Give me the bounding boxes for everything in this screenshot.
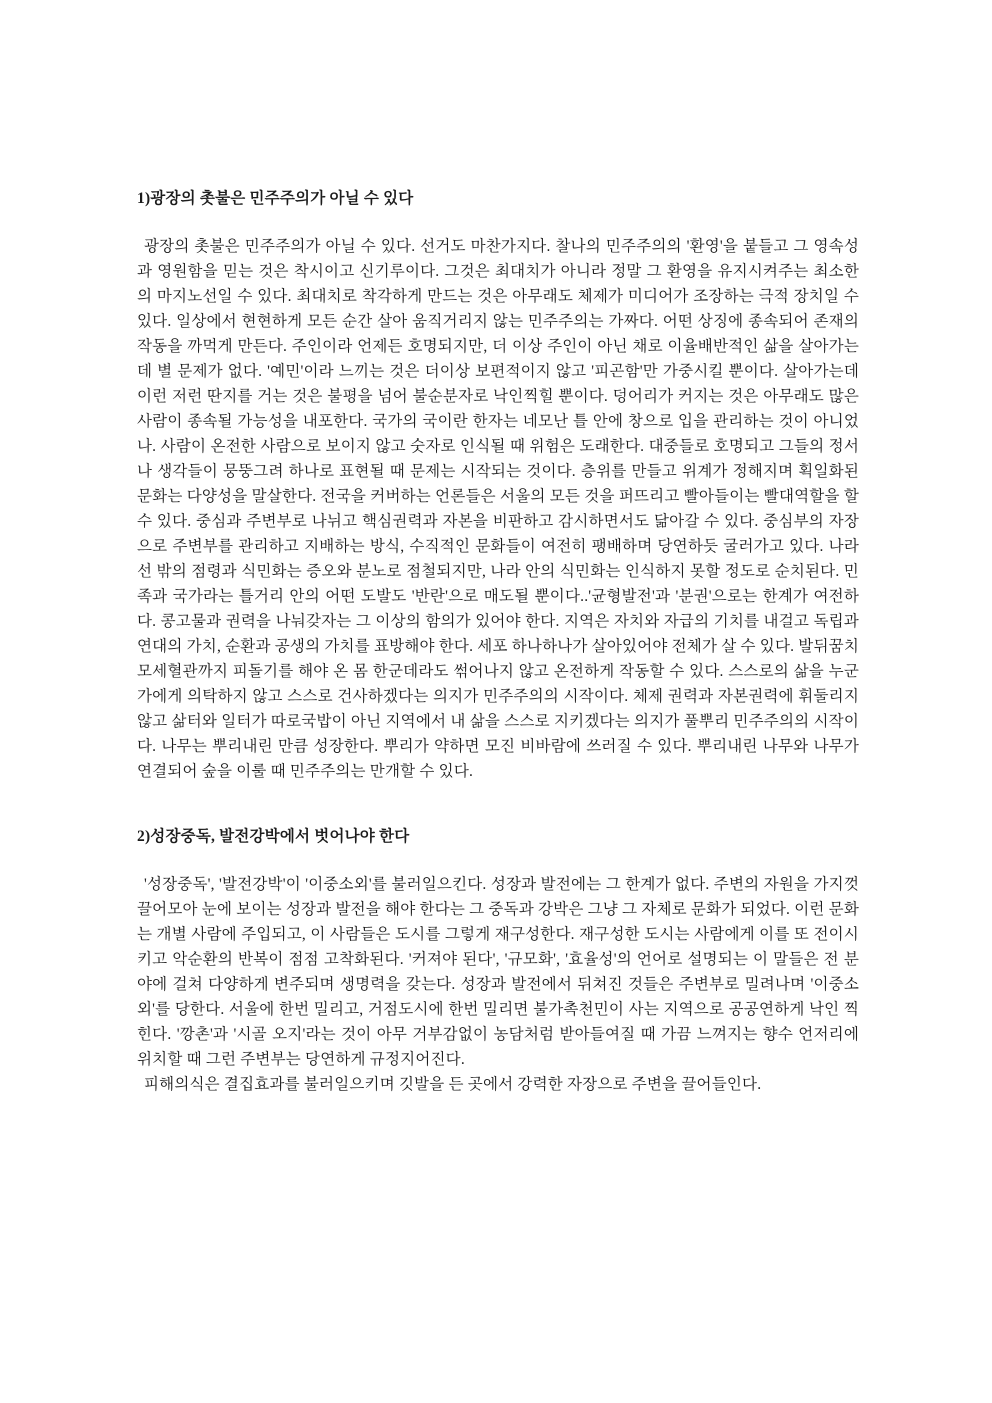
section-1-paragraph: 광장의 촛불은 민주주의가 아닐 수 있다. 선거도 마찬가지다. 찰나의 민주주의의 '환영'을 붙들고 그 영속성과 영원함을 믿는 것은 착시이고 신기루이다. 그것은 최대치가 아니라 정말 그 환영을 유지시켜주는 최소한의 마지노선일 수 있다. 최대치로 착각하게 만드는 것은 아무래도 체제가 미디어가 조장하는 극적 장치일 수 있다. 일상에서 현현하게 모든 순간 살아 움직거리지 않는 민주주의는 가짜다. 어떤 상징에 종속되어 존재의 작동을 까먹게 만든다. 주인이라 언제든 호명되지만, 더 이상 주인이 아닌 채로 이율배반적인 삶을 살아가는데 별 문제가 없다. '예민'이라 느끼는 것은 더이상 보편적이지 않고 '피곤함'만 가중시킬 뿐이다. 살아가는데 이런 저런 딴지를 거는 것은 불평을 넘어 불순분자로 낙인찍힐 뿐이다. 덩어리가 커지는 것은 아무래도 많은 사람이 종속될 가능성을 내포한다. 국가의 국이란 한자는 네모난 틀 안에 창으로 입을 관리하는 것이 아니었나. 사람이 온전한 사람으로 보이지 않고 숫자로 인식될 때 위험은 도래한다. 대중들로 호명되고 그들의 정서나 생각들이 뭉뚱그려 하나로 표현될 때 문제는 시작되는 것이다. 층위를 만들고 위계가 정해지며 획일화된 문화는 다양성을 말살한다. 전국을 커버하는 언론들은 서울의 모든 것을 퍼뜨리고 빨아들이는 빨대역할을 할 수 있다. 중심과 주변부로 나뉘고 핵심권력과 자본을 비판하고 감시하면서도 닮아갈 수 있다. 중심부의 자장으로 주변부를 관리하고 지배하는 방식, 수직적인 문화들이 여전히 팽배하며 당연하듯 굴러가고 있다. 나라 선 밖의 점령과 식민화는 증오와 분노로 점철되지만, 나라 안의 식민화는 인식하지 못할 정도로 순치된다. 민족과 국가라는 틀거리 안의 어떤 도발도 '반란'으로 매도될 뿐이다..'균형발전'과 '분권'으로는 한계가 여전하다. 콩고물과 권력을 나눠갖자는 그 이상의 함의가 있어야 한다. 지역은 자치와 자급의 기치를 내걸고 독립과 연대의 가치, 순환과 공생의 가치를 표방해야 한다. 세포 하나하나가 살아있어야 전체가 살 수 있다. 발뒤꿈치 모세혈관까지 피돌기를 해야 온 몸 한군데라도 썪어나지 않고 온전하게 작동할 수 있다. 스스로의 삶을 누군가에게 의탁하지 않고 스스로 건사하겠다는 의지가 민주주의의 시작이다. 체제 권력과 자본권력에 휘둘리지 않고 삶터와 일터가 따로국밥이 아닌 지역에서 내 삶을 스스로 지키겠다는 의지가 풀뿌리 민주주의의 시작이다. 나무는 뿌리내린 만큼 성장한다. 뿌리가 약하면 모진 비바람에 쓰러질 수 있다. 뿌리내린 나무와 나무가 연결되어 숲을 이룰 때 민주주의는 만개할 수 있다.: [137, 238, 859, 780]
document-body: [137, 186, 859, 1097]
section-2-paragraph-2: 피해의식은 결집효과를 불러일으키며 깃발을 든 곳에서 강력한 자장으로 주변을 끌어들인다.: [143, 1076, 762, 1093]
section-2-heading: 2)성장중독, 발전강박에서 벗어나야 한다: [137, 828, 410, 845]
section-1-heading: 1)광장의 촛불은 민주주의가 아닐 수 있다: [137, 190, 414, 207]
section-2-paragraph: '성장중독', '발전강박'이 '이중소외'를 불러일으킨다. 성장과 발전에는 그 한계가 없다. 주변의 자원을 가지껏 끌어모아 눈에 보이는 성장과 발전을 해야 한다는 그 중독과 강박은 그냥 그 자체로 문화가 되었다. 이런 문화는 개별 사람에 주입되고, 이 사람들은 도시를 그렇게 재구성한다. 재구성한 도시는 사람에게 이를 또 전이시키고 악순환의 반복이 점점 고착화된다. '커져야 된다', '규모화', '효율성'의 언어로 설명되는 이 말들은 전 분야에 걸쳐 다양하게 변주되며 생명력을 갖는다. 성장과 발전에서 뒤쳐진 것들은 주변부로 밀려나며 '이중소외'를 당한다. 서울에 한번 밀리고, 거점도시에 한번 밀리면 불가촉천민이 사는 지역으로 공공연하게 낙인 찍힌다. '깡촌'과 '시골 오지'라는 것이 아무 거부감없이 농담처럼 받아들여질 때 가끔 느껴지는 향수 언저리에 위치할 때 그런 주변부는 당연하게 규정지어진다.: [137, 876, 859, 1068]
